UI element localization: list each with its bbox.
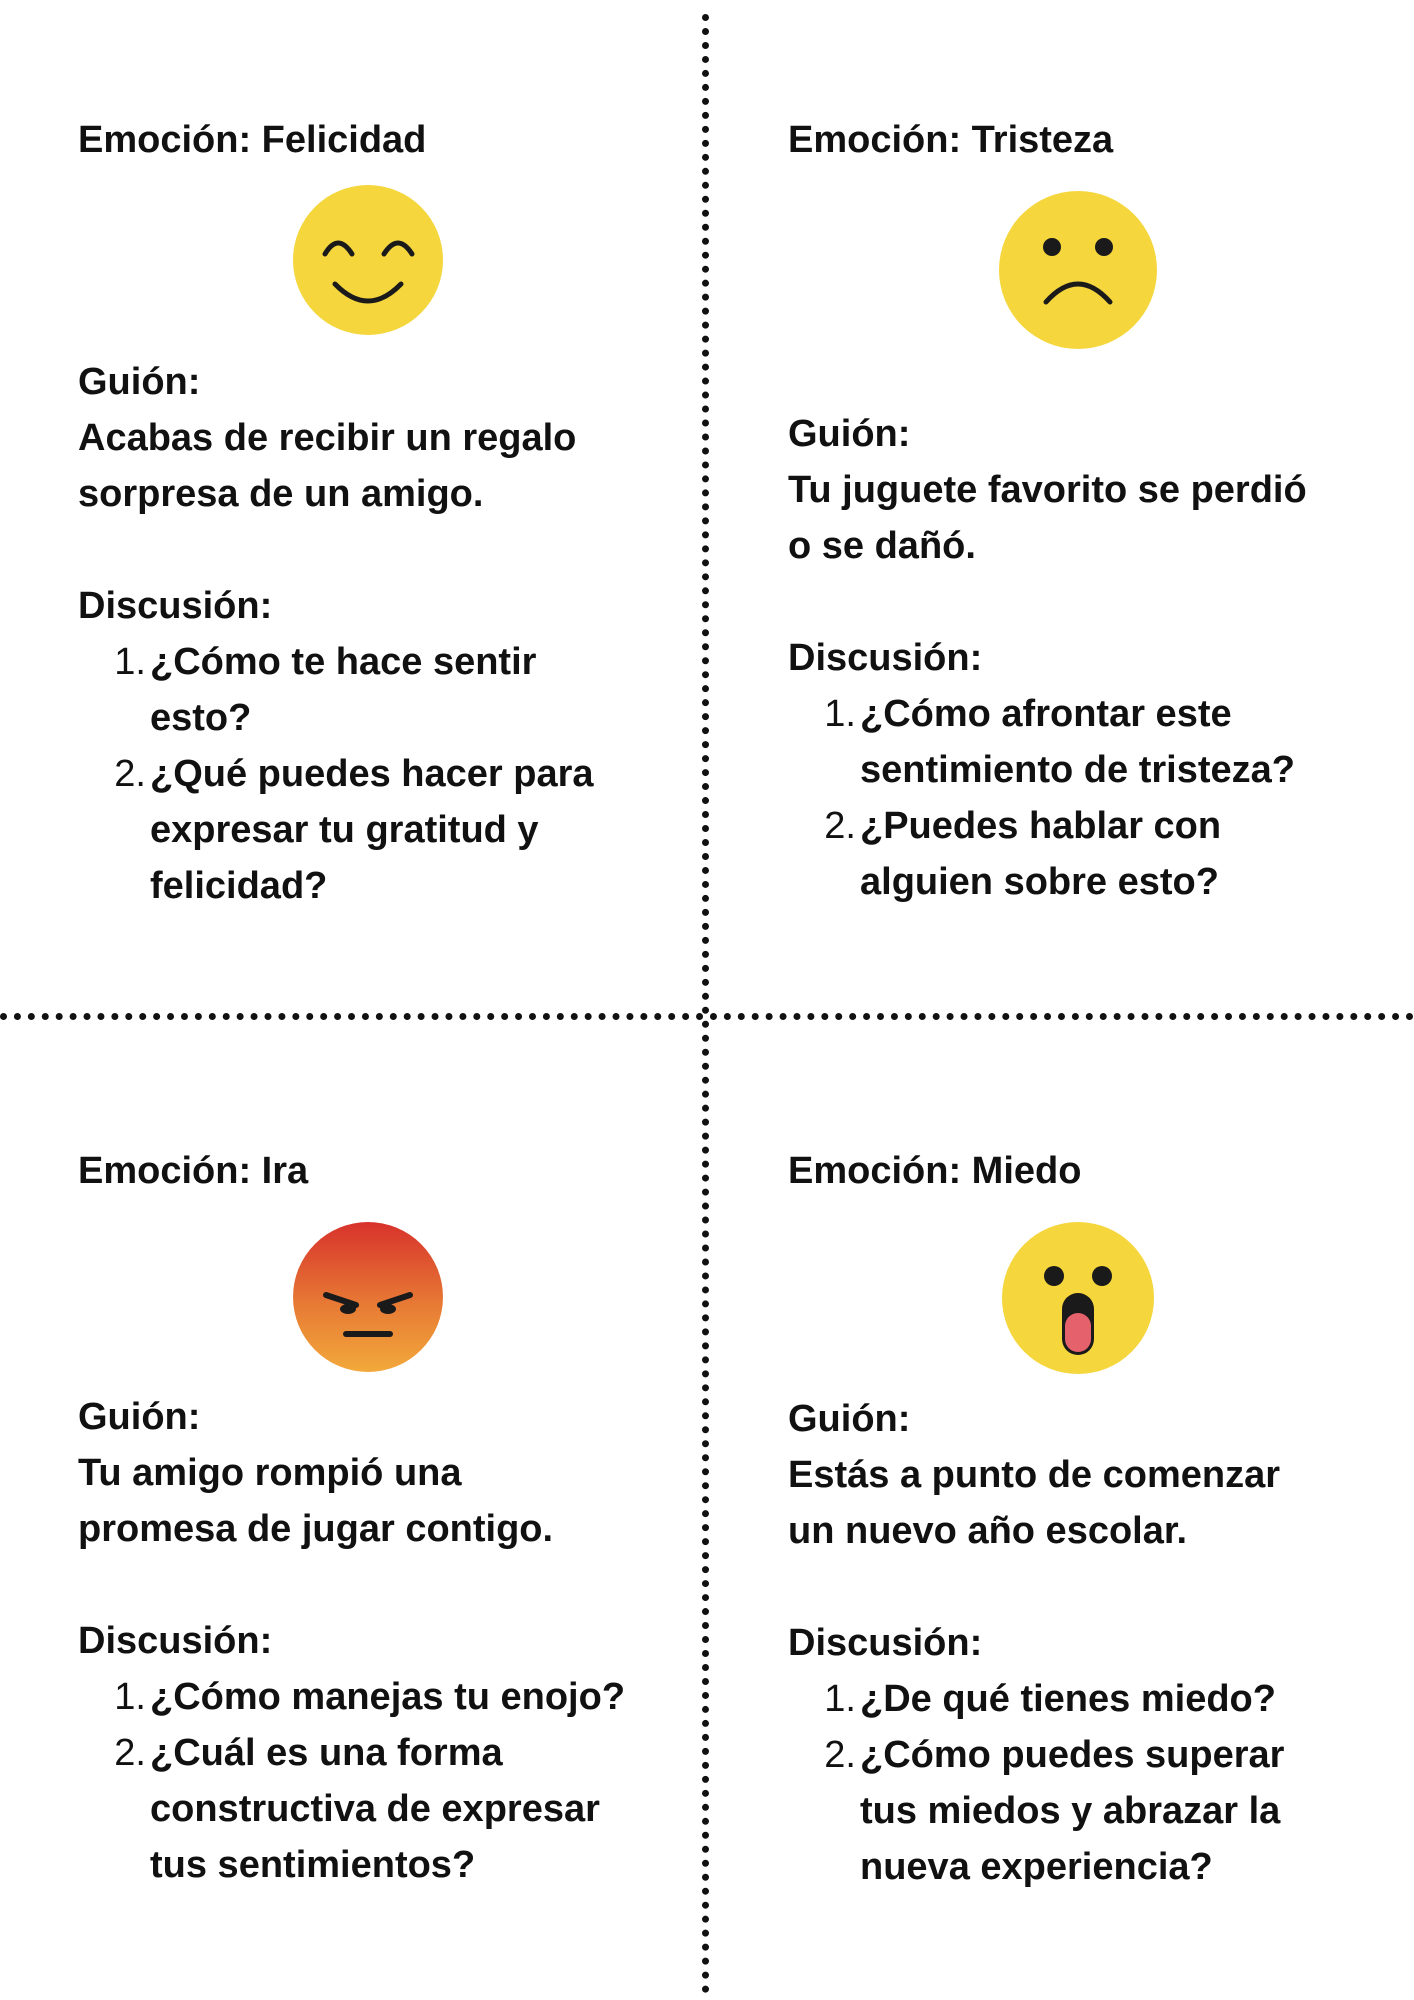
question-text: ¿Qué puedes hacer para expresar tu gratitud y felicidad? — [150, 753, 594, 907]
emotion-title: Emoción: Ira — [78, 1150, 309, 1192]
script-label: Guión: — [788, 1398, 911, 1440]
question-text: ¿Cómo afrontar este sentimiento de tristeza? — [860, 693, 1295, 791]
question-number: 1. — [824, 1678, 856, 1720]
question-number: 1. — [824, 693, 856, 735]
question-text: ¿Cuál es una forma constructiva de expresar tus sentimientos? — [150, 1732, 600, 1886]
question-text: ¿Cómo manejas tu enojo? — [150, 1676, 626, 1718]
discussion-label: Discusión: — [788, 637, 983, 679]
frowning-face-icon — [998, 190, 1158, 350]
script-text: Tu amigo rompió una promesa de jugar contigo. — [78, 1452, 554, 1550]
question-number: 1. — [114, 1676, 146, 1718]
list-item — [78, 1669, 688, 1725]
vertical-cut-line — [702, 14, 709, 1994]
list-item — [788, 686, 1398, 798]
emotion-title: Emoción: Miedo — [788, 1150, 1082, 1192]
question-number: 2. — [824, 805, 856, 847]
script-label: Guión: — [78, 361, 201, 403]
fearful-face-icon — [1001, 1221, 1155, 1375]
question-text: ¿Cómo puedes superar tus miedos y abrazar la nueva experiencia? — [860, 1734, 1285, 1888]
script-label: Guión: — [78, 1396, 201, 1438]
discussion-questions — [78, 1669, 688, 1893]
script-text: Acabas de recibir un regalo sorpresa de un amigo. — [78, 417, 577, 515]
discussion-questions — [788, 1671, 1398, 1895]
horizontal-cut-line — [0, 1013, 1414, 1020]
list-item — [788, 1671, 1398, 1727]
script-text: Estás a punto de comenzar un nuevo año escolar. — [788, 1454, 1281, 1552]
discussion-label: Discusión: — [788, 1622, 983, 1664]
discussion-questions — [788, 686, 1398, 910]
emotion-title: Emoción: Felicidad — [78, 119, 427, 161]
list-item — [78, 1725, 688, 1893]
angry-face-icon — [292, 1221, 444, 1373]
list-item — [788, 798, 1398, 910]
question-text: ¿Puedes hablar con alguien sobre esto? — [860, 805, 1222, 903]
discussion-label: Discusión: — [78, 1620, 273, 1662]
question-number: 2. — [114, 753, 146, 795]
discussion-questions — [78, 634, 688, 914]
discussion-label: Discusión: — [78, 585, 273, 627]
emotion-card-happiness — [78, 112, 688, 914]
question-number: 2. — [824, 1734, 856, 1776]
script-text: Tu juguete favorito se perdió o se dañó. — [788, 469, 1307, 567]
emotion-card-fear — [788, 1143, 1398, 1895]
list-item — [78, 746, 688, 914]
emotion-title: Emoción: Tristeza — [788, 119, 1114, 161]
question-number: 1. — [114, 641, 146, 683]
list-item — [78, 634, 688, 746]
smiling-face-icon — [292, 184, 444, 336]
question-text: ¿Cómo te hace sentir esto? — [150, 641, 537, 739]
script-label: Guión: — [788, 413, 911, 455]
question-number: 2. — [114, 1732, 146, 1774]
question-text: ¿De qué tienes miedo? — [860, 1678, 1276, 1720]
emotion-card-sadness — [788, 112, 1398, 910]
emotion-card-anger — [78, 1143, 688, 1893]
list-item — [788, 1727, 1398, 1895]
